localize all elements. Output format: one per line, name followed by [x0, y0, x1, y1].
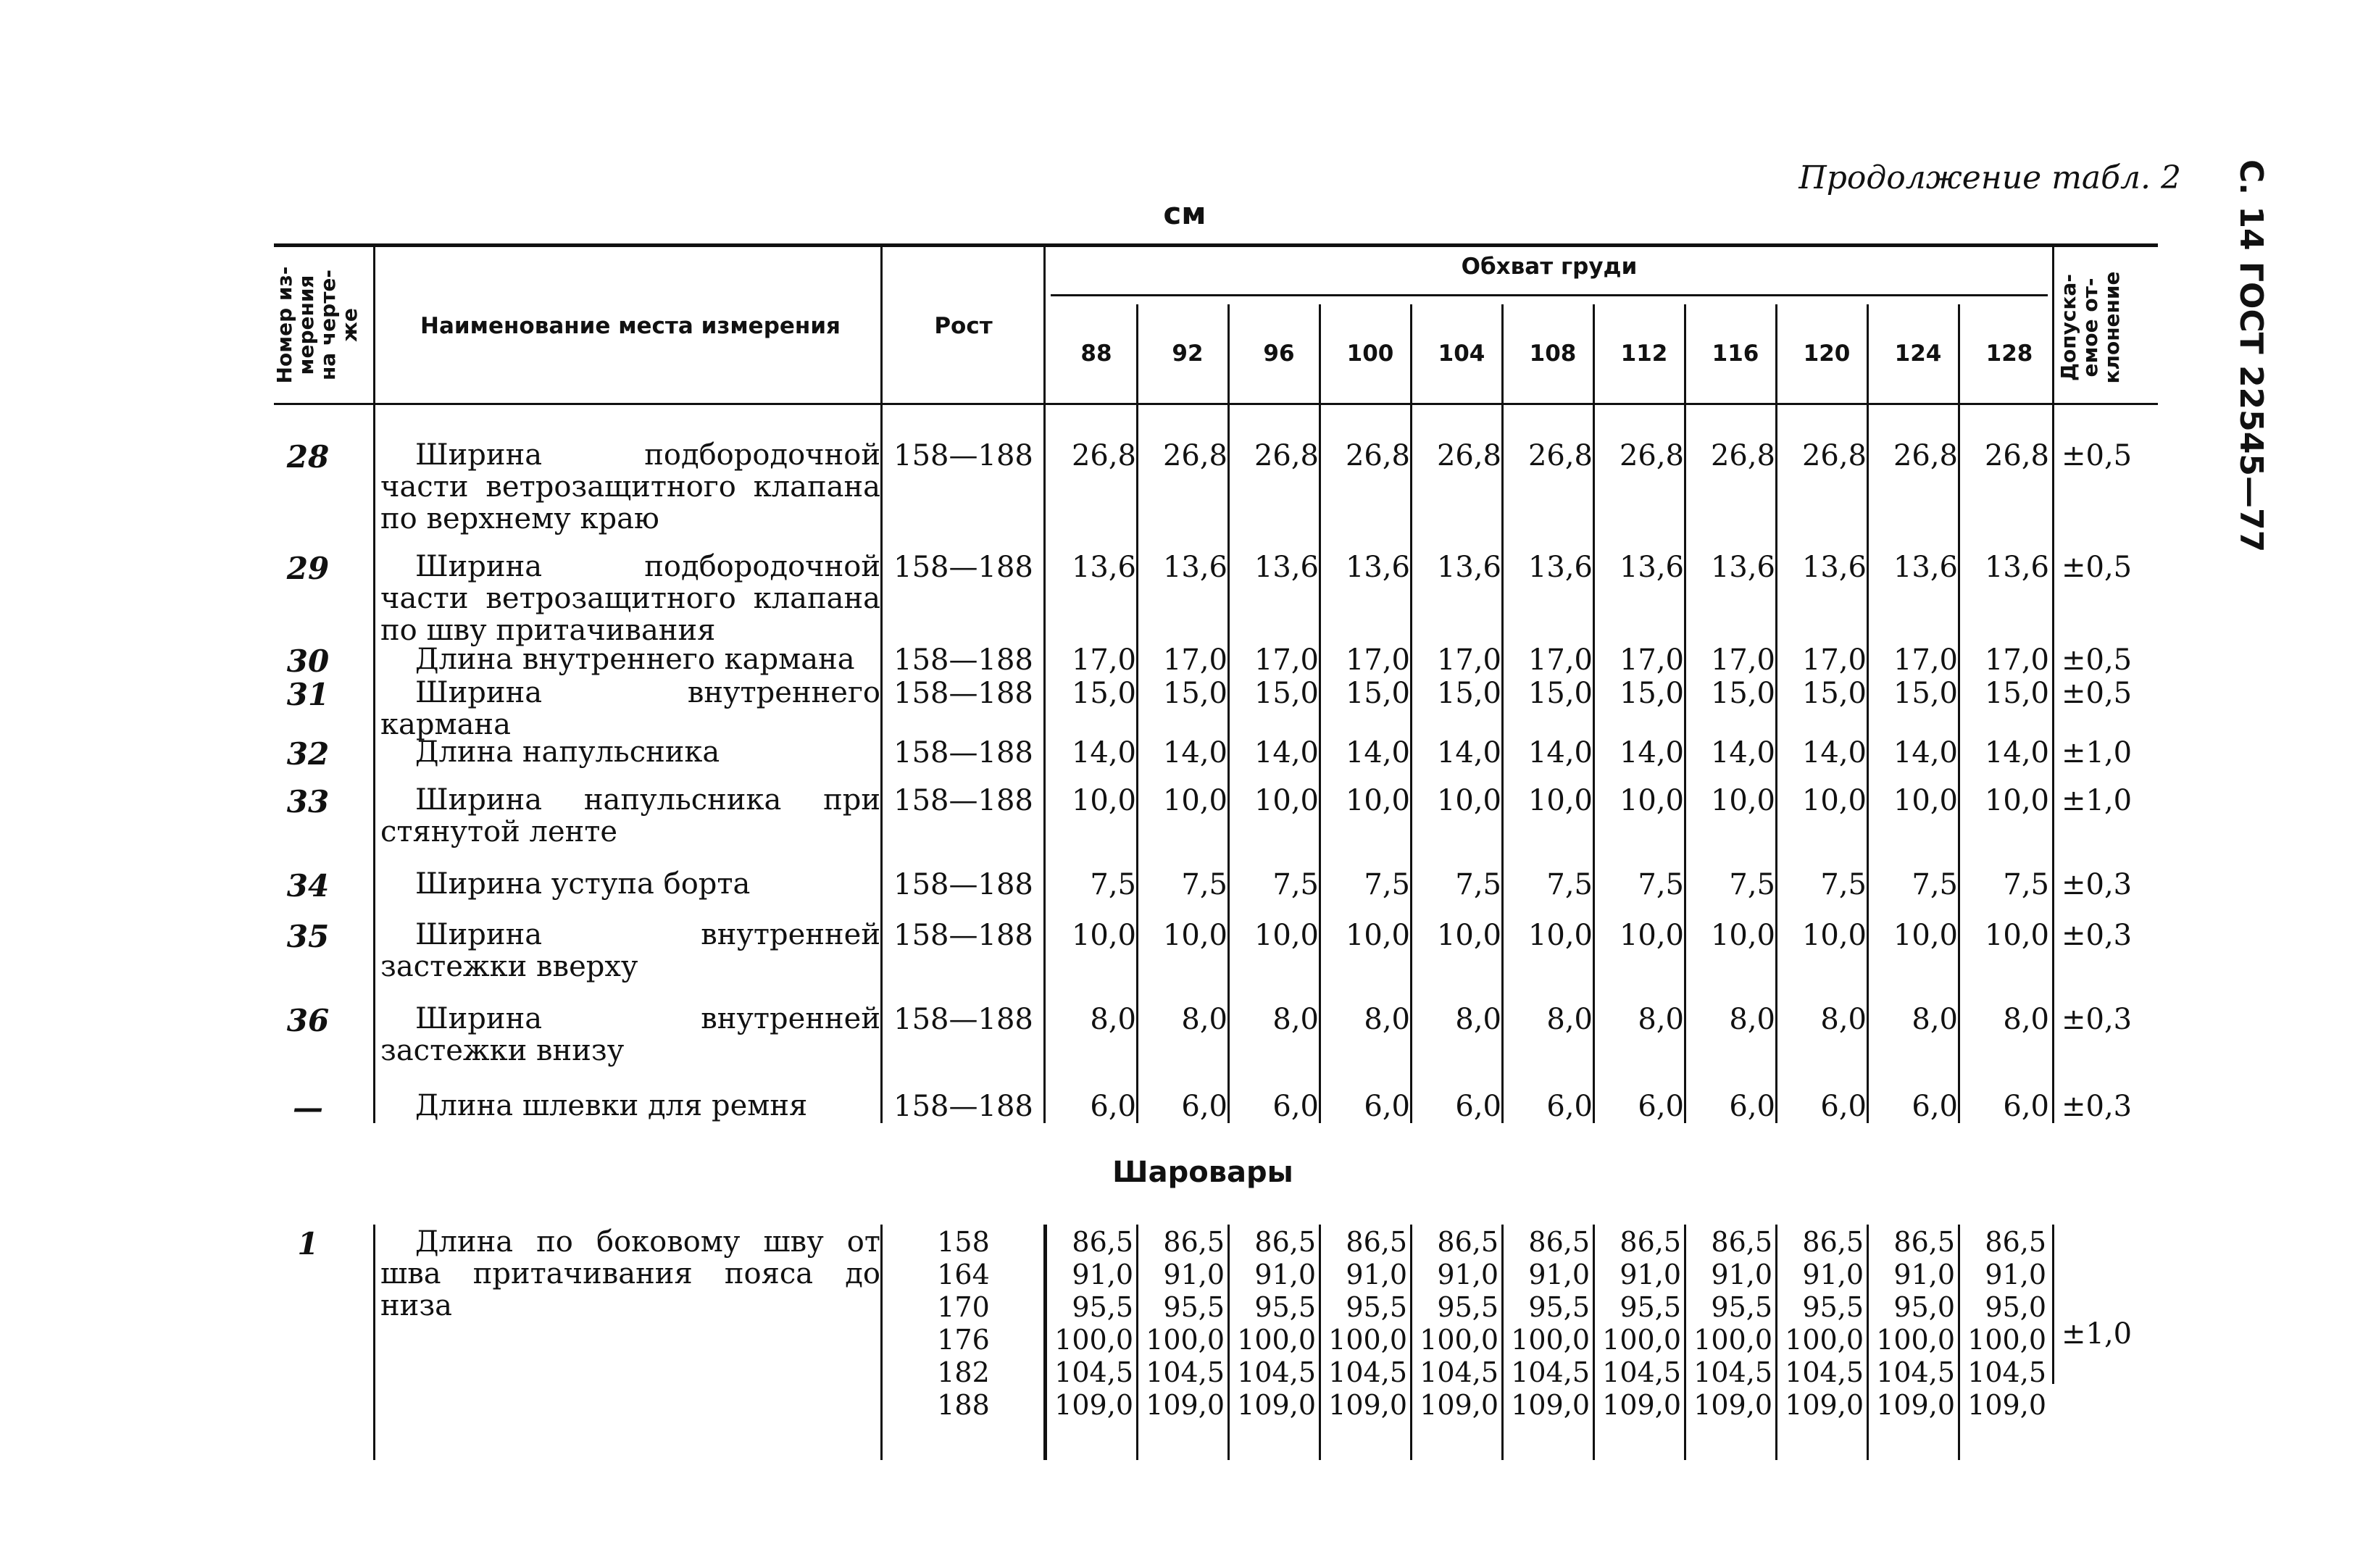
column-rule — [1593, 304, 1595, 1123]
row-name: Длина напульсника — [415, 735, 720, 769]
row-value: 10,0 — [1436, 784, 1501, 817]
section-height: 164 — [937, 1259, 990, 1290]
section-value: 86,5 — [1528, 1226, 1590, 1258]
row-value: 26,8 — [1071, 439, 1136, 472]
section-value: 104,5 — [1237, 1356, 1316, 1388]
section-value: 91,0 — [1985, 1259, 2046, 1290]
row-number: 30 — [286, 643, 330, 679]
section-value-column — [1048, 1226, 1133, 1422]
section-title: Шаровары — [1112, 1156, 1293, 1189]
side-page-title: С. 14 ГОСТ 22545—77 — [2233, 159, 2269, 553]
header-chest-girth: Обхват груди — [1461, 254, 1638, 280]
row-value: 10,0 — [1254, 919, 1319, 952]
row-value: 8,0 — [1729, 1003, 1775, 1036]
row-value: 6,0 — [1090, 1090, 1136, 1123]
row-tolerance: ±0,5 — [2062, 551, 2133, 584]
row-value: 15,0 — [1436, 677, 1501, 710]
section-value: 91,0 — [1072, 1259, 1133, 1290]
section-value: 95,0 — [1893, 1291, 1955, 1323]
row-number: 35 — [286, 919, 330, 954]
section-value: 91,0 — [1254, 1259, 1316, 1290]
row-value: 8,0 — [1912, 1003, 1958, 1036]
row-value: 8,0 — [1090, 1003, 1136, 1036]
section-value: 109,0 — [1693, 1389, 1772, 1421]
section-value: 100,0 — [1146, 1324, 1225, 1356]
chest-size-header: 100 — [1346, 341, 1394, 367]
section-row-name: Длина по боковому шву от шва притачивания пояса до низа — [380, 1225, 880, 1322]
section-value: 109,0 — [1420, 1389, 1498, 1421]
row-name: Ширина подбородочной части ветрозащитного клапана по шву притачивания — [380, 550, 880, 647]
row-tolerance: ±0,5 — [2062, 439, 2133, 472]
section-value: 86,5 — [1163, 1226, 1225, 1258]
section-value: 104,5 — [1146, 1356, 1225, 1388]
column-rule — [2052, 246, 2054, 1123]
row-value: 10,0 — [1071, 919, 1136, 952]
section-value: 109,0 — [1237, 1389, 1316, 1421]
row-value: 26,8 — [1710, 439, 1775, 472]
row-value: 26,8 — [1162, 439, 1227, 472]
row-tolerance: ±0,3 — [2062, 1090, 2133, 1123]
header-tolerance: Допуска- емое от- клонение — [2056, 271, 2124, 384]
column-rule — [880, 246, 883, 1123]
chest-size-header: 96 — [1263, 341, 1295, 367]
row-value: 10,0 — [1619, 784, 1684, 817]
column-rule — [1227, 1225, 1230, 1460]
row-value: 17,0 — [1619, 643, 1684, 677]
row-value: 10,0 — [1893, 919, 1958, 952]
section-value-column — [1687, 1226, 1772, 1422]
row-value: 26,8 — [1527, 439, 1593, 472]
row-value: 10,0 — [1801, 919, 1867, 952]
section-value: 86,5 — [1346, 1226, 1407, 1258]
column-rule — [373, 246, 375, 1123]
section-value: 91,0 — [1346, 1259, 1407, 1290]
chest-size-header: 128 — [1985, 341, 2033, 367]
continuation-caption: Продолжение табл. 2 — [1798, 159, 2181, 196]
column-rule — [1501, 304, 1504, 1123]
section-value: 86,5 — [1072, 1226, 1133, 1258]
row-height: 158—188 — [893, 784, 1033, 817]
row-value: 7,5 — [1820, 868, 1867, 901]
section-value: 91,0 — [1620, 1259, 1681, 1290]
row-height: 158—188 — [893, 736, 1033, 770]
row-tolerance: ±1,0 — [2062, 784, 2133, 817]
row-value: 26,8 — [1801, 439, 1867, 472]
section-value-column — [1230, 1226, 1316, 1422]
section-value: 100,0 — [1876, 1324, 1955, 1356]
row-value: 17,0 — [1801, 643, 1867, 677]
row-value: 14,0 — [1527, 736, 1593, 770]
header-height: Рост — [934, 313, 993, 339]
section-value: 95,5 — [1072, 1291, 1133, 1323]
header-measure-name: Наименование места измерения — [420, 313, 841, 339]
row-value: 10,0 — [1071, 784, 1136, 817]
chest-size-header: 104 — [1438, 341, 1485, 367]
row-value: 14,0 — [1254, 736, 1319, 770]
row-value: 14,0 — [1071, 736, 1136, 770]
row-value: 15,0 — [1254, 677, 1319, 710]
row-height: 158—188 — [893, 1003, 1033, 1036]
section-value: 109,0 — [1785, 1389, 1864, 1421]
row-name: Ширина подбородочной части ветрозащитного клапана по верхнему краю — [380, 438, 880, 535]
column-rule — [1867, 304, 1869, 1123]
column-rule — [1410, 304, 1412, 1123]
section-row-number: 1 — [297, 1226, 319, 1262]
row-value: 6,0 — [2003, 1090, 2049, 1123]
section-value: 109,0 — [1602, 1389, 1681, 1421]
section-value: 109,0 — [1876, 1389, 1955, 1421]
section-value: 86,5 — [1893, 1226, 1955, 1258]
row-number: 28 — [286, 439, 330, 475]
section-row-tolerance: ±1,0 — [2062, 1317, 2133, 1351]
section-value: 91,0 — [1163, 1259, 1225, 1290]
column-rule — [1684, 304, 1686, 1123]
column-rule — [1227, 304, 1230, 1123]
chest-size-header: 88 — [1080, 341, 1112, 367]
row-value: 26,8 — [1619, 439, 1684, 472]
column-rule — [1319, 1225, 1321, 1460]
row-value: 6,0 — [1820, 1090, 1867, 1123]
section-value: 86,5 — [1254, 1226, 1316, 1258]
row-value: 10,0 — [1162, 784, 1227, 817]
section-value: 95,5 — [1437, 1291, 1498, 1323]
section-value: 104,5 — [1785, 1356, 1864, 1388]
row-name: Длина шлевки для ремня — [415, 1089, 808, 1122]
row-number: 36 — [286, 1003, 330, 1038]
row-height: 158—188 — [893, 551, 1033, 584]
row-name: Ширина внутренней застежки внизу — [380, 1002, 880, 1067]
column-rule — [1043, 246, 1046, 1123]
section-value: 95,5 — [1528, 1291, 1590, 1323]
row-tolerance: ±0,3 — [2062, 919, 2133, 952]
row-value: 17,0 — [1162, 643, 1227, 677]
row-value: 7,5 — [1455, 868, 1501, 901]
row-value: 17,0 — [1345, 643, 1410, 677]
column-rule — [1136, 1225, 1138, 1460]
table-top-rule — [274, 243, 2158, 247]
row-value: 6,0 — [1364, 1090, 1410, 1123]
section-value: 109,0 — [1511, 1389, 1590, 1421]
row-value: 26,8 — [1893, 439, 1958, 472]
row-value: 8,0 — [2003, 1003, 2049, 1036]
row-height: 158—188 — [893, 677, 1033, 710]
column-rule — [1319, 304, 1321, 1123]
row-value: 13,6 — [1071, 551, 1136, 584]
row-value: 7,5 — [1272, 868, 1319, 901]
column-rule — [1593, 1225, 1595, 1460]
row-height: 158—188 — [893, 868, 1033, 901]
row-value: 26,8 — [1345, 439, 1410, 472]
section-value: 100,0 — [1967, 1324, 2046, 1356]
section-value: 95,5 — [1620, 1291, 1681, 1323]
chest-size-header: 116 — [1712, 341, 1759, 367]
row-value: 17,0 — [1984, 643, 2049, 677]
header-bottom-rule — [274, 403, 2158, 405]
row-value: 15,0 — [1984, 677, 2049, 710]
row-value: 14,0 — [1801, 736, 1867, 770]
row-value: 15,0 — [1527, 677, 1593, 710]
row-value: 13,6 — [1710, 551, 1775, 584]
column-rule — [1775, 1225, 1777, 1460]
row-value: 13,6 — [1162, 551, 1227, 584]
row-value: 8,0 — [1455, 1003, 1501, 1036]
row-value: 15,0 — [1345, 677, 1410, 710]
row-value: 14,0 — [1619, 736, 1684, 770]
section-value: 100,0 — [1693, 1324, 1772, 1356]
section-value: 104,5 — [1602, 1356, 1681, 1388]
row-name: Ширина напульсника при стянутой ленте — [380, 783, 880, 848]
row-value: 8,0 — [1364, 1003, 1410, 1036]
row-value: 10,0 — [1162, 919, 1227, 952]
section-value: 95,5 — [1802, 1291, 1864, 1323]
row-value: 10,0 — [1710, 919, 1775, 952]
row-value: 8,0 — [1638, 1003, 1684, 1036]
row-value: 6,0 — [1455, 1090, 1501, 1123]
row-value: 13,6 — [1254, 551, 1319, 584]
column-rule — [1410, 1225, 1412, 1460]
group-header-rule — [1051, 294, 2048, 296]
row-value: 10,0 — [1345, 919, 1410, 952]
section-value-column — [1322, 1226, 1407, 1422]
row-value: 8,0 — [1820, 1003, 1867, 1036]
row-value: 10,0 — [1984, 919, 2049, 952]
row-number: 32 — [286, 736, 330, 772]
section-height: 188 — [937, 1389, 990, 1421]
section-value: 100,0 — [1602, 1324, 1681, 1356]
section-value: 109,0 — [1146, 1389, 1225, 1421]
section-value: 95,5 — [1163, 1291, 1225, 1323]
row-value: 10,0 — [1801, 784, 1867, 817]
row-value: 13,6 — [1619, 551, 1684, 584]
row-value: 13,6 — [1801, 551, 1867, 584]
section-height: 170 — [937, 1291, 990, 1323]
row-number: 29 — [286, 551, 330, 586]
row-value: 15,0 — [1893, 677, 1958, 710]
row-value: 26,8 — [1984, 439, 2049, 472]
row-value: 10,0 — [1527, 919, 1593, 952]
row-value: 14,0 — [1984, 736, 2049, 770]
row-value: 14,0 — [1893, 736, 1958, 770]
row-value: 6,0 — [1272, 1090, 1319, 1123]
row-value: 17,0 — [1710, 643, 1775, 677]
row-number: 31 — [286, 677, 330, 712]
row-height: 158—188 — [893, 439, 1033, 472]
row-value: 26,8 — [1436, 439, 1501, 472]
column-rule — [373, 1225, 375, 1460]
row-name: Ширина уступа борта — [415, 867, 751, 901]
section-value-column — [1504, 1226, 1590, 1422]
row-height: 158—188 — [893, 1090, 1033, 1123]
row-value: 10,0 — [1710, 784, 1775, 817]
row-tolerance: ±0,3 — [2062, 868, 2133, 901]
section-row-heights — [885, 1226, 1041, 1422]
column-rule — [1045, 1225, 1047, 1460]
row-value: 13,6 — [1527, 551, 1593, 584]
row-value: 10,0 — [1619, 919, 1684, 952]
section-value: 91,0 — [1437, 1259, 1498, 1290]
row-value: 17,0 — [1527, 643, 1593, 677]
row-number: — — [293, 1090, 323, 1125]
row-number: 33 — [286, 784, 330, 820]
row-value: 26,8 — [1254, 439, 1319, 472]
section-value: 100,0 — [1328, 1324, 1407, 1356]
row-value: 14,0 — [1436, 736, 1501, 770]
row-tolerance: ±0,5 — [2062, 677, 2133, 710]
column-rule — [1958, 304, 1960, 1123]
row-value: 15,0 — [1162, 677, 1227, 710]
section-value: 91,0 — [1528, 1259, 1590, 1290]
row-value: 8,0 — [1546, 1003, 1593, 1036]
section-value: 100,0 — [1237, 1324, 1316, 1356]
row-value: 7,5 — [1729, 868, 1775, 901]
section-value: 109,0 — [1967, 1389, 2046, 1421]
column-rule — [1501, 1225, 1504, 1460]
row-value: 10,0 — [1345, 784, 1410, 817]
row-value: 8,0 — [1272, 1003, 1319, 1036]
row-value: 7,5 — [1912, 868, 1958, 901]
row-value: 17,0 — [1254, 643, 1319, 677]
row-number: 34 — [286, 868, 330, 904]
row-value: 14,0 — [1345, 736, 1410, 770]
row-value: 10,0 — [1893, 784, 1958, 817]
section-value: 109,0 — [1328, 1389, 1407, 1421]
row-tolerance: ±0,3 — [2062, 1003, 2133, 1036]
row-value: 17,0 — [1436, 643, 1501, 677]
row-value: 6,0 — [1546, 1090, 1593, 1123]
section-value: 104,5 — [1511, 1356, 1590, 1388]
section-value: 100,0 — [1785, 1324, 1864, 1356]
row-value: 14,0 — [1162, 736, 1227, 770]
chest-size-header: 120 — [1803, 341, 1851, 367]
column-rule — [1684, 1225, 1686, 1460]
section-value: 91,0 — [1711, 1259, 1772, 1290]
chest-size-header: 112 — [1620, 341, 1668, 367]
column-rule — [1958, 1225, 1960, 1460]
row-name: Ширина внутренней застежки вверху — [380, 918, 880, 983]
section-height: 182 — [937, 1356, 990, 1388]
section-value: 95,0 — [1985, 1291, 2046, 1323]
row-value: 7,5 — [2003, 868, 2049, 901]
section-value: 86,5 — [1437, 1226, 1498, 1258]
section-value: 91,0 — [1893, 1259, 1955, 1290]
row-value: 8,0 — [1181, 1003, 1227, 1036]
row-value: 10,0 — [1254, 784, 1319, 817]
section-value: 95,5 — [1711, 1291, 1772, 1323]
row-value: 6,0 — [1912, 1090, 1958, 1123]
row-value: 14,0 — [1710, 736, 1775, 770]
row-tolerance: ±1,0 — [2062, 736, 2133, 770]
section-value: 86,5 — [1802, 1226, 1864, 1258]
row-height: 158—188 — [893, 643, 1033, 677]
units-label: см — [1163, 196, 1206, 231]
row-value: 7,5 — [1090, 868, 1136, 901]
section-height: 176 — [937, 1324, 990, 1356]
section-value: 95,5 — [1346, 1291, 1407, 1323]
row-name: Ширина внутреннего кармана — [380, 676, 880, 741]
row-height: 158—188 — [893, 919, 1033, 952]
column-rule — [880, 1225, 883, 1460]
row-value: 7,5 — [1638, 868, 1684, 901]
section-value: 104,5 — [1054, 1356, 1133, 1388]
row-value: 15,0 — [1619, 677, 1684, 710]
row-value: 7,5 — [1364, 868, 1410, 901]
row-tolerance: ±0,5 — [2062, 643, 2133, 677]
section-value: 104,5 — [1967, 1356, 2046, 1388]
column-rule — [1867, 1225, 1869, 1460]
row-value: 13,6 — [1345, 551, 1410, 584]
row-value: 10,0 — [1984, 784, 2049, 817]
section-height: 158 — [937, 1226, 990, 1258]
section-value-column — [1139, 1226, 1225, 1422]
section-value: 100,0 — [1420, 1324, 1498, 1356]
column-rule — [1136, 304, 1138, 1123]
row-value: 13,6 — [1436, 551, 1501, 584]
section-value-column — [1778, 1226, 1864, 1422]
section-value: 86,5 — [1620, 1226, 1681, 1258]
section-value: 95,5 — [1254, 1291, 1316, 1323]
section-value: 109,0 — [1054, 1389, 1133, 1421]
section-value: 104,5 — [1328, 1356, 1407, 1388]
chest-size-header: 92 — [1172, 341, 1204, 367]
header-measure-number: Номер из- мерения на черте- же — [272, 266, 362, 384]
row-value: 10,0 — [1527, 784, 1593, 817]
row-value: 7,5 — [1546, 868, 1593, 901]
row-value: 6,0 — [1638, 1090, 1684, 1123]
section-value: 86,5 — [1985, 1226, 2046, 1258]
section-value: 104,5 — [1693, 1356, 1772, 1388]
chest-size-header: 124 — [1894, 341, 1942, 367]
section-value: 100,0 — [1511, 1324, 1590, 1356]
section-value: 104,5 — [1876, 1356, 1955, 1388]
row-value: 15,0 — [1801, 677, 1867, 710]
row-value: 13,6 — [1893, 551, 1958, 584]
row-value: 6,0 — [1729, 1090, 1775, 1123]
section-value: 104,5 — [1420, 1356, 1498, 1388]
row-value: 7,5 — [1181, 868, 1227, 901]
section-value-column — [1961, 1226, 2046, 1422]
column-rule — [1775, 304, 1777, 1123]
row-value: 6,0 — [1181, 1090, 1227, 1123]
row-value: 17,0 — [1071, 643, 1136, 677]
section-value-column — [1413, 1226, 1498, 1422]
row-value: 17,0 — [1893, 643, 1958, 677]
row-value: 15,0 — [1710, 677, 1775, 710]
section-value: 86,5 — [1711, 1226, 1772, 1258]
row-value: 13,6 — [1984, 551, 2049, 584]
section-value-column — [1596, 1226, 1681, 1422]
row-value: 10,0 — [1436, 919, 1501, 952]
column-rule — [2052, 1225, 2054, 1384]
chest-size-header: 108 — [1529, 341, 1577, 367]
row-name: Длина внутреннего кармана — [415, 643, 855, 676]
section-value: 91,0 — [1802, 1259, 1864, 1290]
section-value: 100,0 — [1054, 1324, 1133, 1356]
section-value-column — [1869, 1226, 1955, 1422]
row-value: 15,0 — [1071, 677, 1136, 710]
